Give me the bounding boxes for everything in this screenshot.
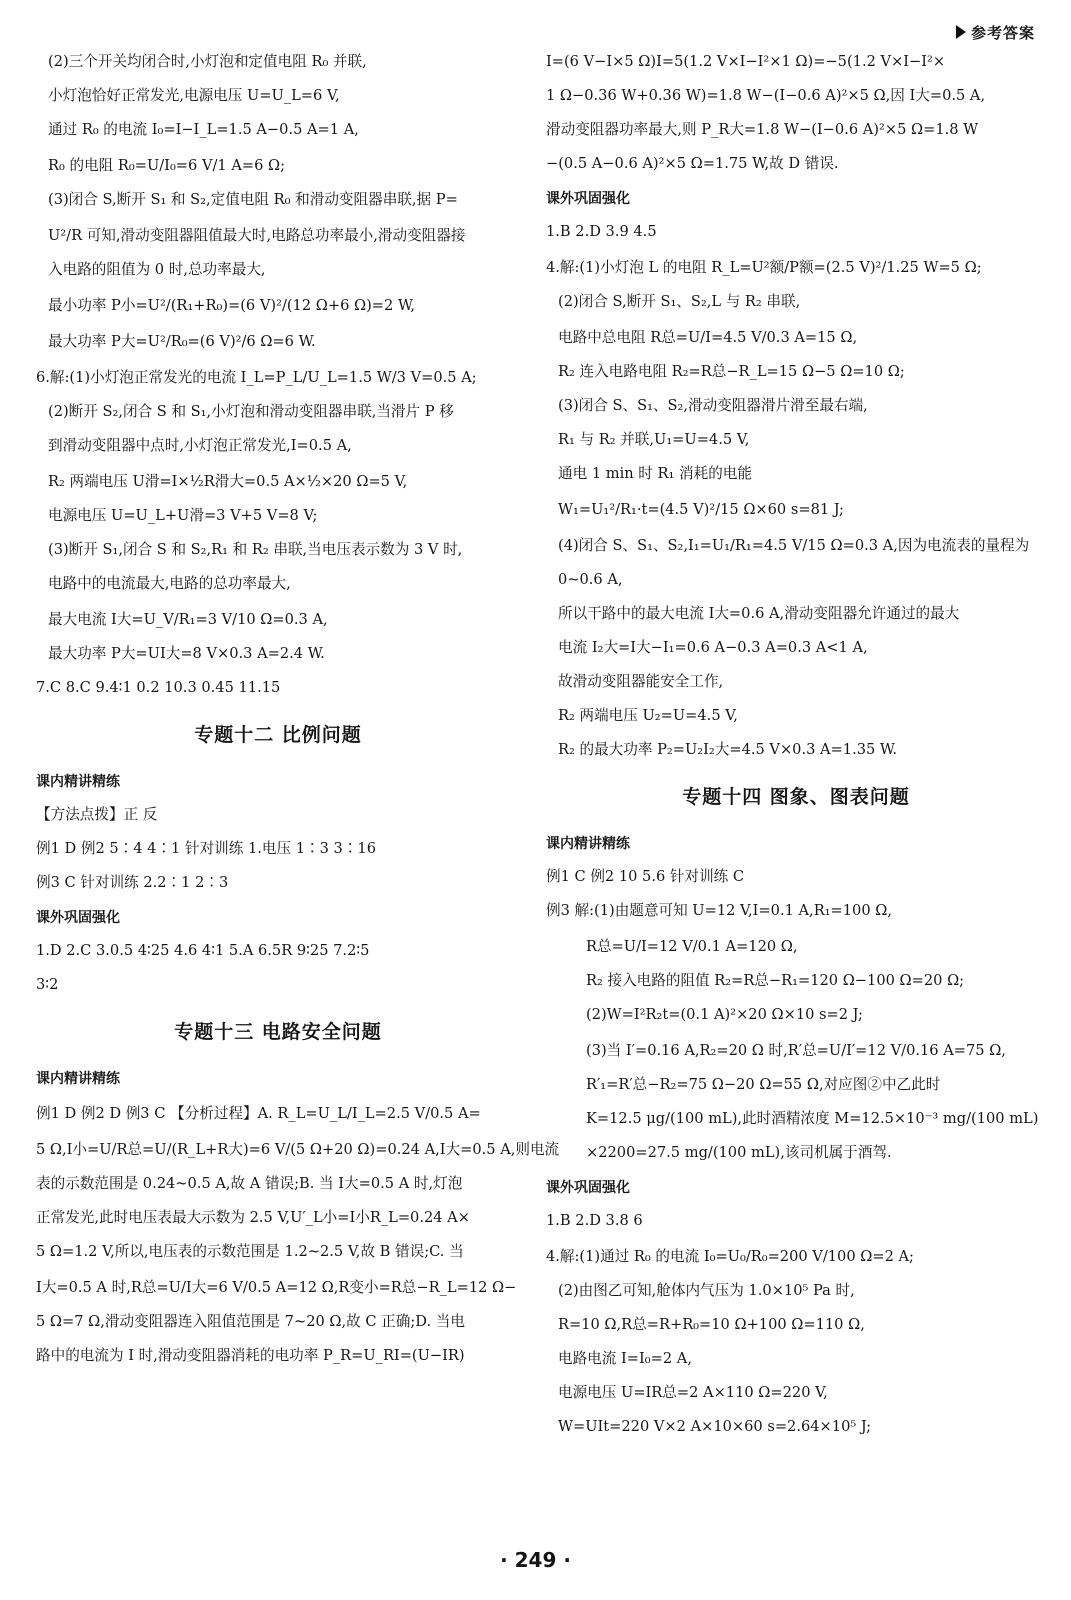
text-line: 到滑动变阻器中点时,小灯泡正常发光,I=0.5 A, bbox=[48, 437, 352, 454]
text-line: 0~0.6 A, bbox=[558, 571, 623, 588]
text-line: 例3 解:(1)由题意可知 U=12 V,I=0.1 A,R₁=100 Ω, bbox=[546, 902, 892, 919]
subsection-title: 课内精讲精练 bbox=[36, 1071, 120, 1087]
text-line: 1.B 2.D 3.8 6 bbox=[546, 1212, 643, 1229]
text-line: (2)由图乙可知,舱体内气压为 1.0×10⁵ Pa 时, bbox=[558, 1282, 855, 1299]
text-line: 最小功率 P小=U²/(R₁+R₀)=(6 V)²/(12 Ω+6 Ω)=2 W, bbox=[48, 297, 416, 314]
text-line: R₂ 两端电压 U滑=I×½R滑大=0.5 A×½×20 Ω=5 V, bbox=[48, 473, 408, 490]
text-line: W₁=U₁²/R₁·t=(4.5 V)²/15 Ω×60 s=81 J; bbox=[558, 501, 844, 518]
text-line: 最大电流 I大=U_V/R₁=3 V/10 Ω=0.3 A, bbox=[48, 611, 328, 628]
subsection-title: 课外巩固强化 bbox=[36, 910, 120, 926]
text-line: 电路中总电阻 R总=U/I=4.5 V/0.3 A=15 Ω, bbox=[558, 329, 858, 346]
text-line: ×2200=27.5 mg/(100 mL),该司机属于酒驾. bbox=[586, 1144, 892, 1161]
text-line: (3)闭合 S、S₁、S₂,滑动变阻器滑片滑至最右端, bbox=[558, 397, 868, 414]
text-line: I=(6 V−I×5 Ω)I=5(1.2 V×I−I²×1 Ω)=−5(1.2 V×I−I²× bbox=[546, 53, 946, 70]
text-line: K=12.5 μg/(100 mL),此时酒精浓度 M=12.5×10⁻³ mg/(100 mL) bbox=[586, 1110, 1039, 1127]
text-line: 电源电压 U=U_L+U滑=3 V+5 V=8 V; bbox=[48, 507, 318, 524]
text-line: (2)三个开关均闭合时,小灯泡和定值电阻 R₀ 并联, bbox=[48, 53, 367, 70]
text-line: (2)闭合 S,断开 S₁、S₂,L 与 R₂ 串联, bbox=[558, 293, 801, 310]
text-line: 通过 R₀ 的电流 I₀=I−I_L=1.5 A−0.5 A=1 A, bbox=[48, 121, 359, 138]
text-line: (2)W=I²R₂t=(0.1 A)²×20 Ω×10 s=2 J; bbox=[586, 1006, 863, 1023]
text-line: 3∶2 bbox=[36, 976, 59, 993]
text-line: 电路电流 I=I₀=2 A, bbox=[558, 1350, 692, 1367]
text-line: 电路中的电流最大,电路的总功率最大, bbox=[48, 575, 291, 592]
section-title: 专题十二 比例问题 bbox=[194, 724, 362, 746]
text-line: W=UIt=220 V×2 A×10×60 s=2.64×10⁵ J; bbox=[558, 1418, 872, 1435]
text-line: U²/R 可知,滑动变阻器阻值最大时,电路总功率最小,滑动变阻器接 bbox=[48, 227, 466, 244]
left-column bbox=[36, 52, 560, 1380]
text-line: R′₁=R′总−R₂=75 Ω−20 Ω=55 Ω,对应图②中乙此时 bbox=[586, 1076, 941, 1093]
text-line: R₁ 与 R₂ 并联,U₁=U=4.5 V, bbox=[558, 431, 750, 448]
text-line: 最大功率 P大=U²/R₀=(6 V)²/6 Ω=6 W. bbox=[48, 333, 316, 350]
subsection-title: 课外巩固强化 bbox=[546, 1180, 630, 1196]
text-line: 5 Ω,I小=U/R总=U/(R_L+R大)=6 V/(5 Ω+20 Ω)=0.24 A,I大=0.5 A,则电流 bbox=[36, 1141, 560, 1158]
subsection-title: 课外巩固强化 bbox=[546, 191, 630, 207]
text-line: 入电路的阻值为 0 时,总功率最大, bbox=[48, 261, 266, 278]
text-line: 路中的电流为 I 时,滑动变阻器消耗的电功率 P_R=U_RI=(U−IR) bbox=[36, 1347, 465, 1364]
text-line: 例3 C 针对训练 2.2∶1 2∶3 bbox=[36, 874, 229, 891]
text-line: 1.B 2.D 3.9 4.5 bbox=[546, 223, 657, 240]
text-line: 1 Ω−0.36 W+0.36 W)=1.8 W−(I−0.6 A)²×5 Ω,因 I大=0.5 A, bbox=[546, 87, 986, 104]
text-line: 正常发光,此时电压表最大示数为 2.5 V,U′_L小=I小R_L=0.24 A× bbox=[36, 1209, 470, 1226]
text-line: 4.解:(1)通过 R₀ 的电流 I₀=U₀/R₀=200 V/100 Ω=2 A; bbox=[546, 1248, 914, 1265]
text-line: 小灯泡恰好正常发光,电源电压 U=U_L=6 V, bbox=[48, 87, 340, 104]
section-title: 专题十四 图象、图表问题 bbox=[682, 786, 910, 808]
subsection-title: 课内精讲精练 bbox=[546, 836, 630, 852]
text-line: 通电 1 min 时 R₁ 消耗的电能 bbox=[558, 465, 752, 482]
text-line: (4)闭合 S、S₁、S₂,I₁=U₁/R₁=4.5 V/15 Ω=0.3 A,因为电流表的量程为 bbox=[558, 537, 1030, 554]
text-line: R₂ 连入电路电阻 R₂=R总−R_L=15 Ω−5 Ω=10 Ω; bbox=[558, 363, 905, 380]
text-line: 例1 D 例2 5∶4 4∶1 针对训练 1.电压 1∶3 3∶16 bbox=[36, 840, 376, 857]
text-line: R₂ 的最大功率 P₂=U₂I₂大=4.5 V×0.3 A=1.35 W. bbox=[558, 741, 898, 758]
text-line: (3)当 I′=0.16 A,R₂=20 Ω 时,R′总=U/I′=12 V/0.16 A=75 Ω, bbox=[586, 1042, 1006, 1059]
text-line: 5 Ω=7 Ω,滑动变阻器连入阻值范围是 7~20 Ω,故 C 正确;D. 当电 bbox=[36, 1313, 465, 1330]
text-line: R₂ 接入电路的阻值 R₂=R总−R₁=120 Ω−100 Ω=20 Ω; bbox=[586, 972, 965, 989]
text-line: 例1 D 例2 D 例3 C 【分析过程】A. R_L=U_L/I_L=2.5 V/0.5 A= bbox=[36, 1105, 481, 1122]
text-line: 表的示数范围是 0.24~0.5 A,故 A 错误;B. 当 I大=0.5 A 时,灯泡 bbox=[36, 1175, 463, 1192]
right-column bbox=[546, 52, 1046, 1451]
text-line: 滑动变阻器功率最大,则 P_R大=1.8 W−(I−0.6 A)²×5 Ω=1.8 W bbox=[546, 121, 979, 138]
text-line: 7.C 8.C 9.4∶1 0.2 10.3 0.45 11.15 bbox=[36, 679, 281, 696]
text-line: 5 Ω=1.2 V,所以,电压表的示数范围是 1.2~2.5 V,故 B 错误;C. 当 bbox=[36, 1243, 464, 1260]
text-line: R总=U/I=12 V/0.1 A=120 Ω, bbox=[586, 938, 798, 955]
text-line: (2)断开 S₂,闭合 S 和 S₁,小灯泡和滑动变阻器串联,当滑片 P 移 bbox=[48, 403, 454, 420]
section-title: 专题十三 电路安全问题 bbox=[174, 1021, 382, 1043]
text-line: R₀ 的电阻 R₀=U/I₀=6 V/1 A=6 Ω; bbox=[48, 157, 286, 174]
text-line: 4.解:(1)小灯泡 L 的电阻 R_L=U²额/P额=(2.5 V)²/1.25 W=5 Ω; bbox=[546, 259, 982, 276]
text-line: 1.D 2.C 3.0.5 4∶25 4.6 4∶1 5.A 6.5R 9∶25 7.2∶5 bbox=[36, 942, 370, 959]
triangle-icon bbox=[956, 25, 966, 39]
subsection-title: 课内精讲精练 bbox=[36, 774, 120, 790]
text-line: R=10 Ω,R总=R+R₀=10 Ω+100 Ω=110 Ω, bbox=[558, 1316, 865, 1333]
text-line: R₂ 两端电压 U₂=U=4.5 V, bbox=[558, 707, 738, 724]
text-line: (3)断开 S₁,闭合 S 和 S₂,R₁ 和 R₂ 串联,当电压表示数为 3 V 时, bbox=[48, 541, 463, 558]
text-line: I大=0.5 A 时,R总=U/I大=6 V/0.5 A=12 Ω,R变小=R总−R_L=12 Ω− bbox=[36, 1279, 517, 1296]
text-line: 例1 C 例2 10 5.6 针对训练 C bbox=[546, 868, 745, 885]
header-title: 参考答案 bbox=[970, 24, 1035, 42]
text-line: 故滑动变阻器能安全工作, bbox=[558, 673, 724, 690]
text-line: −(0.5 A−0.6 A)²×5 Ω=1.75 W,故 D 错误. bbox=[546, 155, 839, 172]
text-line: 6.解:(1)小灯泡正常发光的电流 I_L=P_L/U_L=1.5 W/3 V=0.5 A; bbox=[36, 369, 477, 386]
text-line: (3)闭合 S,断开 S₁ 和 S₂,定值电阻 R₀ 和滑动变阻器串联,据 P= bbox=[48, 191, 458, 208]
text-line: 最大功率 P大=UI大=8 V×0.3 A=2.4 W. bbox=[48, 645, 325, 662]
text-line: 电流 I₂大=I大−I₁=0.6 A−0.3 A=0.3 A<1 A, bbox=[558, 639, 868, 656]
text-line: 电源电压 U=IR总=2 A×110 Ω=220 V, bbox=[558, 1384, 828, 1401]
page-number: · 249 · bbox=[500, 1548, 571, 1572]
page-header bbox=[956, 22, 1035, 43]
text-line: 所以干路中的最大电流 I大=0.6 A,滑动变阻器允许通过的最大 bbox=[558, 605, 960, 622]
text-line: 【方法点拨】正 反 bbox=[36, 806, 158, 823]
